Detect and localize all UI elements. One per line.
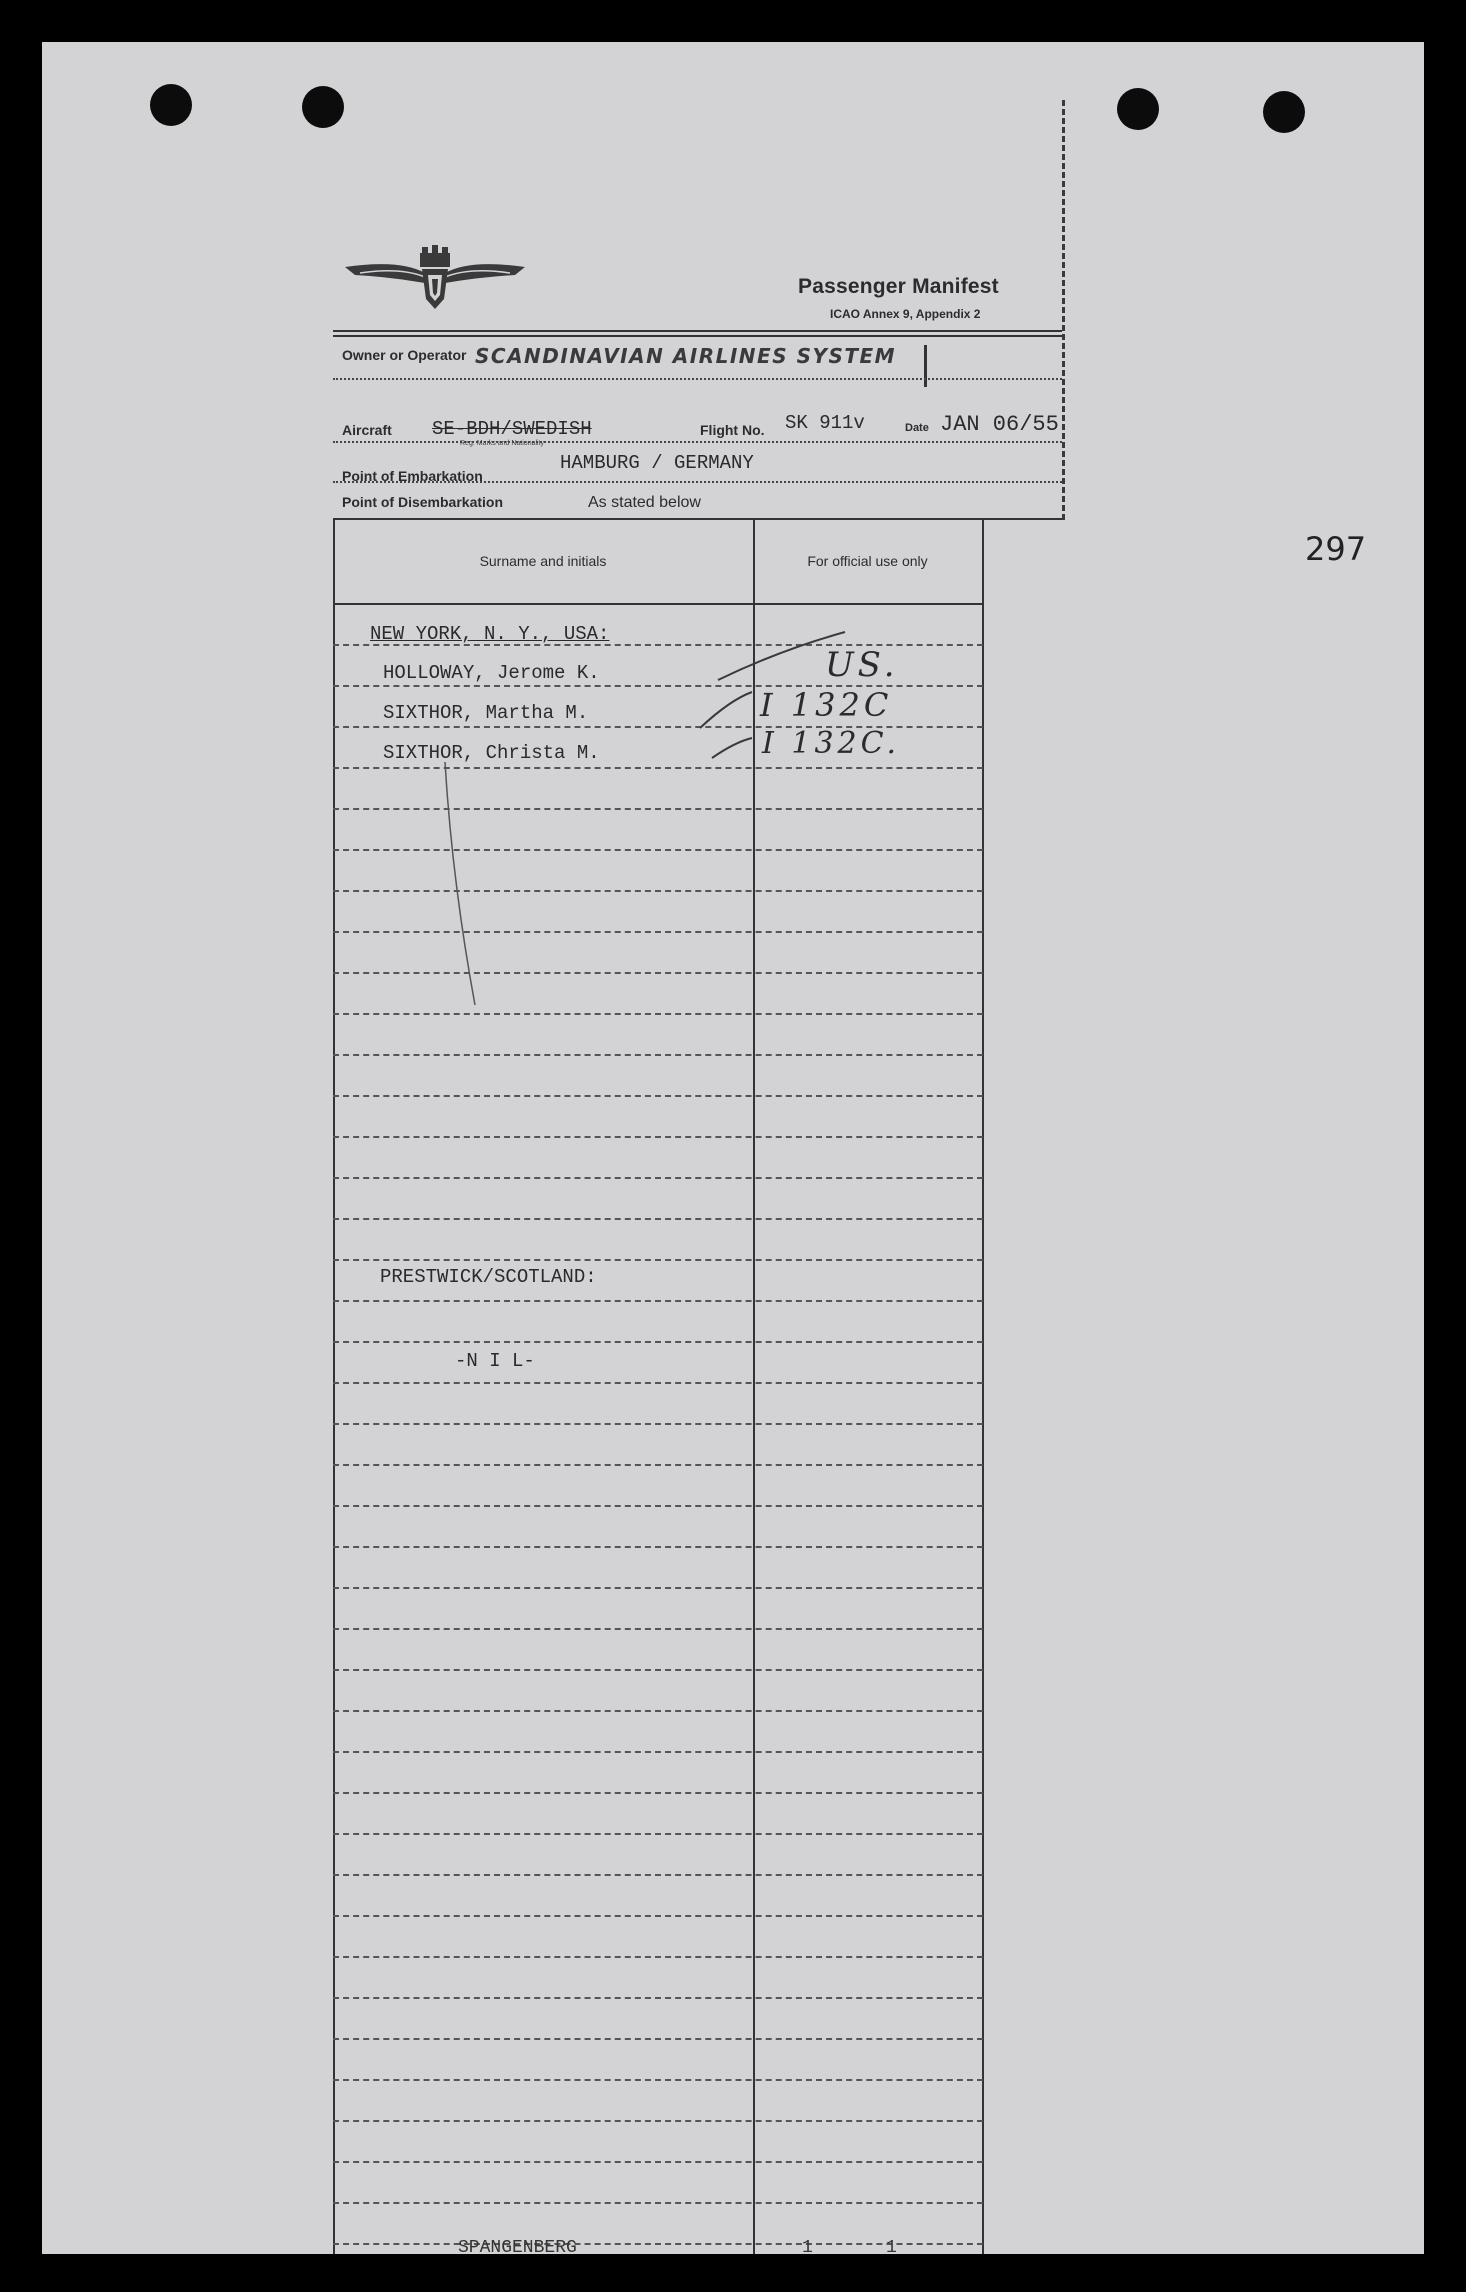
partial-official-mark: 1 [886, 2238, 897, 2258]
page-number: 297 [1305, 530, 1367, 568]
destination-heading-new-york: NEW YORK, N. Y., USA: [370, 623, 610, 645]
passenger-name: HOLLOWAY, Jerome K. [383, 662, 600, 684]
disembarkation-value: As stated below [588, 494, 701, 511]
official-mark: I 132C [760, 686, 893, 724]
passenger-name: SIXTHOR, Christa M. [383, 742, 600, 764]
embarkation-label: Point of Embarkation [342, 468, 483, 484]
date-value: JAN 06/55 [940, 412, 1059, 437]
nil-entry: -N I L- [455, 1350, 535, 1372]
column-header-official: For official use only [807, 553, 928, 569]
aircraft-label: Aircraft [342, 422, 392, 438]
column-header-names: Surname and initials [479, 553, 607, 569]
owner-value: SCANDINAVIAN AIRLINES SYSTEM [475, 344, 897, 368]
passenger-name: SIXTHOR, Martha M. [383, 702, 589, 724]
disembarkation-label: Point of Disembarkation [342, 494, 504, 510]
official-mark: US. [825, 645, 899, 685]
form-subtitle: ICAO Annex 9, Appendix 2 [830, 307, 981, 321]
partial-passenger-name: SPANGENBERG [458, 2238, 577, 2258]
flight-no-value: SK 911v [785, 412, 865, 434]
owner-label: Owner or Operator [342, 347, 467, 363]
destination-heading-prestwick: PRESTWICK/SCOTLAND: [380, 1266, 597, 1288]
form-title: Passenger Manifest [798, 275, 999, 298]
partial-official-mark: 1 [802, 2238, 813, 2258]
date-label: Date [905, 422, 929, 434]
embarkation-value: HAMBURG / GERMANY [560, 452, 754, 474]
flight-no-label: Flight No. [700, 422, 765, 438]
aircraft-sublabel: Reg. Marks and Nationality [460, 440, 545, 447]
aircraft-value: SE-BDH/SWEDISH [432, 418, 592, 440]
official-mark: I 132C. [762, 726, 901, 761]
